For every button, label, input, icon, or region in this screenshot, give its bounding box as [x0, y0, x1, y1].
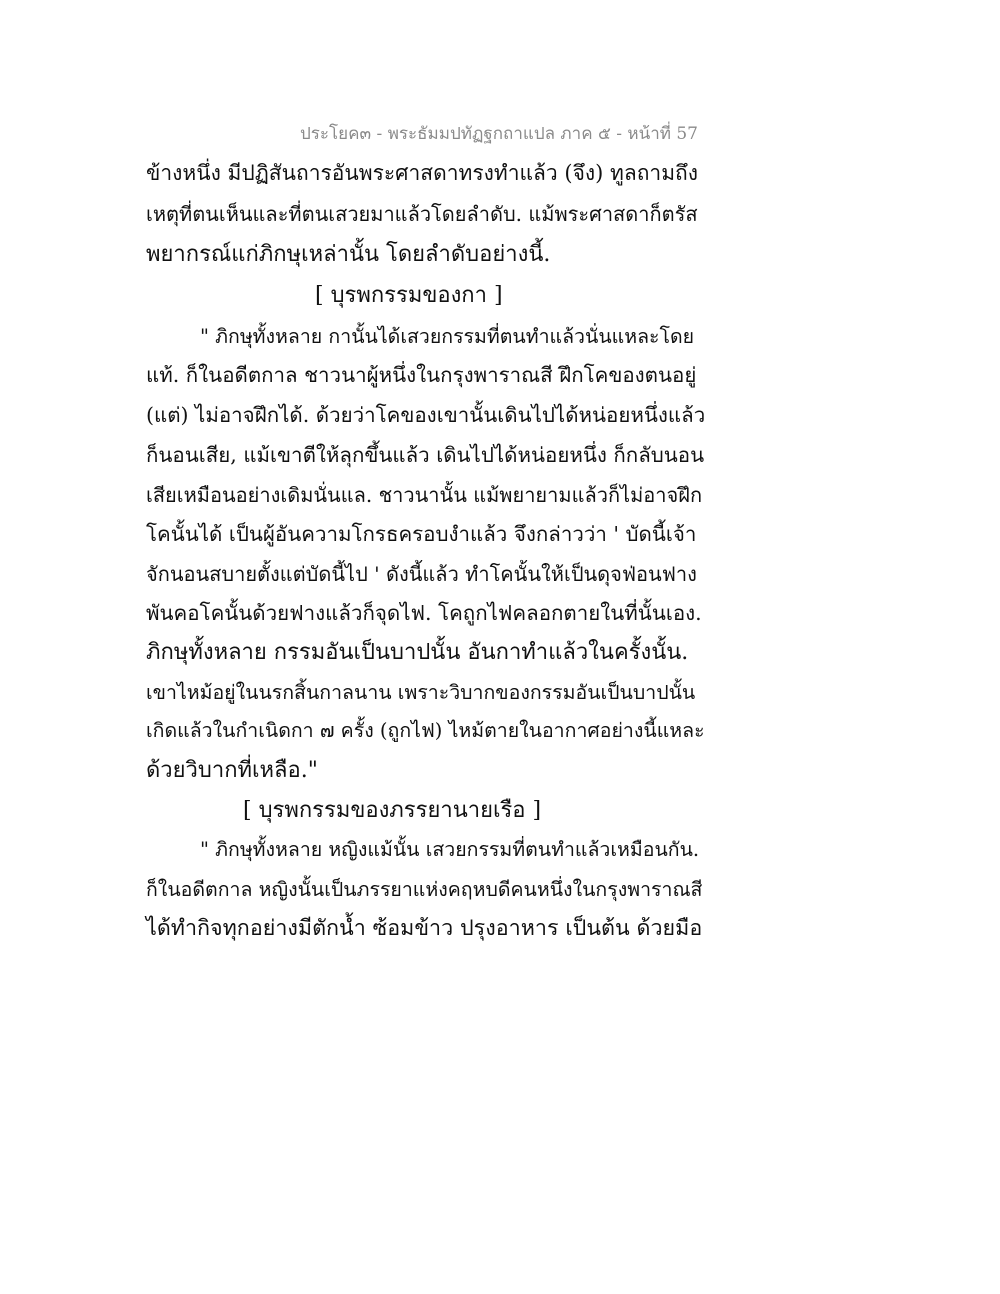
text-line: พยากรณ์แก่ภิกษุเหล่านั้น โดยลำดับอย่างนี้. — [146, 242, 551, 267]
text-line: ด้วยวิบากที่เหลือ." — [146, 758, 318, 783]
text-line: โคนั้นได้ เป็นผู้อันความโกรธครอบงำแล้ว จึงกล่าวว่า ' บัดนี้เจ้า — [146, 522, 697, 546]
section-heading: [ บุรพกรรมของภรรยานายเรือ ] — [243, 798, 542, 823]
text-line: เกิดแล้วในกำเนิดกา ๗ ครั้ง (ถูกไฟ) ไหม้ตายในอากาศอย่างนี้แหละ — [146, 719, 705, 742]
text-line: เหตุที่ตนเห็นและที่ตนเสวยมาแล้วโดยลำดับ. แม้พระศาสดาก็ตรัส — [146, 202, 698, 226]
text-line: ภิกษุทั้งหลาย กรรมอันเป็นบาปนั้น อันกาทำแล้วในครั้งนั้น. — [146, 640, 689, 665]
text-line: แท้. ก็ในอดีตกาล ชาวนาผู้หนึ่งในกรุงพาราณสี ฝึกโคของตนอยู่ — [146, 363, 697, 387]
text-line: ได้ทำกิจทุกอย่างมีตักน้ำ ซ้อมข้าว ปรุงอาหาร เป็นต้น ด้วยมือ — [146, 916, 703, 941]
section-heading: [ บุรพกรรมของกา ] — [315, 283, 503, 308]
text-line: ก็นอนเสีย, แม้เขาตีให้ลุกขึ้นแล้ว เดินไปได้หน่อยหนึ่ง ก็กลับนอน — [146, 443, 705, 467]
text-line: เขาไหม้อยู่ในนรกสิ้นกาลนาน เพราะวิบากของกรรมอันเป็นบาปนั้น — [146, 681, 696, 704]
text-line: ข้างหนึ่ง มีปฏิสันถารอันพระศาสดาทรงทำแล้ว (จึง) ทูลถามถึง — [146, 161, 699, 185]
text-line: " ภิกษุทั้งหลาย กานั้นได้เสวยกรรมที่ตนทำแล้วนั่นแหละโดย — [200, 325, 695, 348]
text-line: เสียเหมือนอย่างเดิมนั่นแล. ชาวนานั้น แม้พยายามแล้วก็ไม่อาจฝึก — [146, 483, 703, 507]
text-line: พันคอโคนั้นด้วยฟางแล้วก็จุดไฟ. โคถูกไฟคลอกตายในที่นั้นเอง. — [146, 601, 702, 625]
text-line: ก็ในอดีตกาล หญิงนั้นเป็นภรรยาแห่งคฤหบดีคนหนึ่งในกรุงพาราณสี — [146, 878, 703, 901]
text-line: " ภิกษุทั้งหลาย หญิงแม้นั้น เสวยกรรมที่ตนทำแล้วเหมือนกัน. — [200, 838, 700, 861]
running-header: ประโยค๓ - พระธัมมปทัฏฐกถาแปล ภาค ๕ - หน้าที่ 57 — [300, 124, 698, 144]
text-line: (แต่) ไม่อาจฝึกได้. ด้วยว่าโคของเขานั้นเดินไปได้หน่อยหนึ่งแล้ว — [146, 403, 706, 427]
text-line: จักนอนสบายตั้งแต่บัดนี้ไป ' ดังนี้แล้ว ทำโคนั้นให้เป็นดุจฟ่อนฟาง — [146, 562, 697, 586]
